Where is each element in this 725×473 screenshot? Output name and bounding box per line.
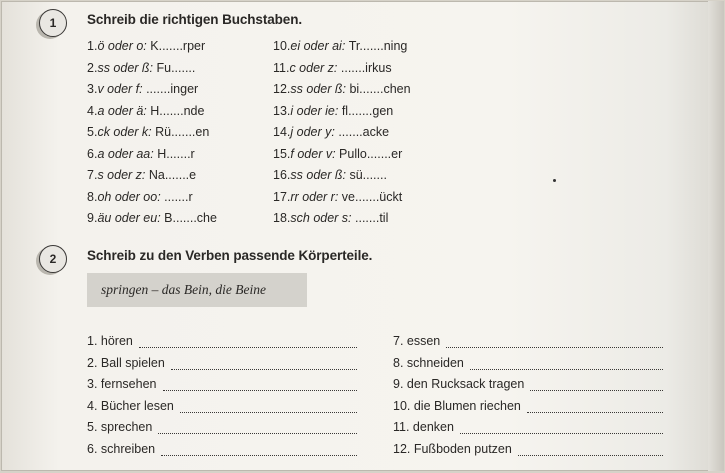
verb-row (87, 420, 357, 434)
verb-label: 10. die Blumen riechen (393, 398, 521, 413)
exercise-1-item (273, 211, 388, 225)
verb-row (87, 442, 357, 456)
exercise-1-item (87, 168, 196, 182)
gap-word[interactable]: Pullo.......er (339, 146, 403, 161)
exercise-1-item (87, 82, 198, 96)
letter-choice: ck oder k: (97, 125, 156, 139)
letter-choice: j oder y: (290, 125, 339, 139)
exercise-1-item (273, 104, 393, 118)
exercise-1-item (87, 104, 204, 118)
answer-line[interactable] (139, 337, 357, 348)
verb-label: 7. essen (393, 334, 441, 348)
verb-row (393, 356, 663, 370)
answer-line[interactable] (163, 380, 358, 391)
exercise-1-item (87, 125, 209, 139)
verb-label: 8. schneiden (393, 355, 464, 370)
exercise-1-item (87, 147, 195, 161)
verb-row (87, 377, 357, 391)
item-number: 7. (87, 168, 98, 182)
verb-row (393, 334, 663, 348)
item-number: 15. (273, 146, 291, 161)
exercise-1-item (273, 147, 402, 161)
letter-choice: ei oder ai: (290, 39, 349, 53)
book-spine (708, 1, 724, 471)
verb-row (87, 334, 357, 348)
item-number: 4. (87, 103, 98, 118)
letter-choice: i oder ie: (290, 103, 342, 118)
verb-label: 11. denken (393, 420, 454, 434)
verb-label: 12. Fußboden putzen (393, 441, 512, 456)
item-number: 8. (87, 189, 98, 204)
exercise-1-item (273, 190, 402, 204)
exercise-1-item (87, 61, 195, 75)
item-number: 13. (273, 103, 291, 118)
gap-word[interactable]: sü....... (349, 168, 387, 182)
verb-label: 9. den Rucksack tragen (393, 377, 525, 391)
gap-word[interactable]: B.......che (164, 211, 217, 225)
item-number: 18. (273, 211, 291, 225)
gap-word[interactable]: H.......r (157, 146, 195, 161)
item-number: 10. (273, 39, 291, 53)
letter-choice: sch oder s: (290, 211, 356, 225)
gap-word[interactable]: Rü.......en (155, 125, 210, 139)
letter-choice: äu oder eu: (97, 211, 165, 225)
item-number: 3. (87, 82, 98, 96)
verb-row (393, 377, 663, 391)
answer-line[interactable] (171, 359, 357, 370)
verb-label: 1. hören (87, 334, 133, 348)
gap-word[interactable]: .......inger (146, 82, 199, 96)
item-number: 16. (273, 168, 291, 182)
letter-choice: f oder v: (290, 146, 340, 161)
item-number: 14. (273, 125, 291, 139)
item-number: 11. (273, 60, 290, 75)
gap-word[interactable]: ve.......ückt (341, 189, 403, 204)
gap-word[interactable]: Na.......e (148, 168, 197, 182)
letter-choice: a oder ä: (97, 103, 151, 118)
exercise-1-item (273, 125, 389, 139)
item-number: 9. (87, 211, 98, 225)
answer-line[interactable] (518, 445, 663, 456)
item-number: 17. (273, 189, 291, 204)
gap-word[interactable]: .......irkus (340, 60, 392, 75)
gap-word[interactable]: bi.......chen (349, 82, 411, 96)
item-number: 6. (87, 146, 98, 161)
exercise-1-item (273, 168, 387, 182)
verb-label: 2. Ball spielen (87, 355, 165, 370)
gap-word[interactable]: .......r (164, 189, 193, 204)
gap-word[interactable]: K.......rper (150, 39, 206, 53)
verb-row (87, 356, 357, 370)
letter-choice: a oder aa: (97, 146, 158, 161)
worksheet-page (1, 1, 724, 471)
letter-choice: ss oder ß: (290, 82, 350, 96)
verb-label: 3. fernsehen (87, 377, 157, 391)
answer-line[interactable] (446, 337, 663, 348)
verb-label: 6. schreiben (87, 441, 156, 456)
gap-word[interactable]: Tr.......ning (348, 39, 408, 53)
verb-row (393, 399, 663, 413)
letter-choice: ö oder o: (97, 39, 151, 53)
letter-choice: ss oder ß: (290, 168, 350, 182)
exercise-1-number: 1 (39, 9, 67, 37)
exercise-1-item (273, 61, 392, 75)
answer-line[interactable] (158, 423, 357, 434)
item-number: 12. (273, 82, 291, 96)
exercise-1-item (87, 39, 205, 53)
verb-row (393, 420, 663, 434)
exercise-2-number: 2 (39, 245, 67, 273)
answer-line[interactable] (161, 445, 357, 456)
verb-row (87, 399, 357, 413)
gap-word[interactable]: H.......nde (150, 103, 205, 118)
letter-choice: s oder z: (97, 168, 149, 182)
item-number: 1. (87, 39, 98, 53)
exercise-1-item (87, 211, 217, 225)
exercise-1-item (87, 190, 193, 204)
item-number: 5. (87, 125, 98, 139)
answer-line[interactable] (460, 423, 663, 434)
exercise-1-item (273, 82, 411, 96)
letter-choice: v oder f: (97, 82, 147, 96)
answer-line[interactable] (527, 402, 663, 413)
answer-line[interactable] (180, 402, 357, 413)
exercise-1-title: Schreib die richtigen Buchstaben. (87, 12, 302, 27)
gap-word[interactable]: .......til (355, 211, 389, 225)
verb-row (393, 442, 663, 456)
verb-label: 4. Bücher lesen (87, 398, 174, 413)
gap-word[interactable]: .......acke (338, 125, 390, 139)
exercise-1-item (273, 39, 407, 53)
letter-choice: ss oder ß: (97, 60, 157, 75)
gap-word[interactable]: Fu....... (156, 60, 196, 75)
answer-line[interactable] (530, 380, 663, 391)
letter-choice: rr oder r: (290, 189, 342, 204)
letter-choice: oh oder oo: (97, 189, 165, 204)
item-number: 2. (87, 60, 98, 75)
answer-line[interactable] (470, 359, 663, 370)
gap-word[interactable]: fl.......gen (341, 103, 394, 118)
verb-label: 5. sprechen (87, 420, 153, 434)
speck-mark (553, 179, 556, 182)
letter-choice: c oder z: (289, 60, 341, 75)
exercise-2-title: Schreib zu den Verben passende Körperteile. (87, 248, 373, 263)
example-box: springen – das Bein, die Beine (87, 273, 307, 307)
